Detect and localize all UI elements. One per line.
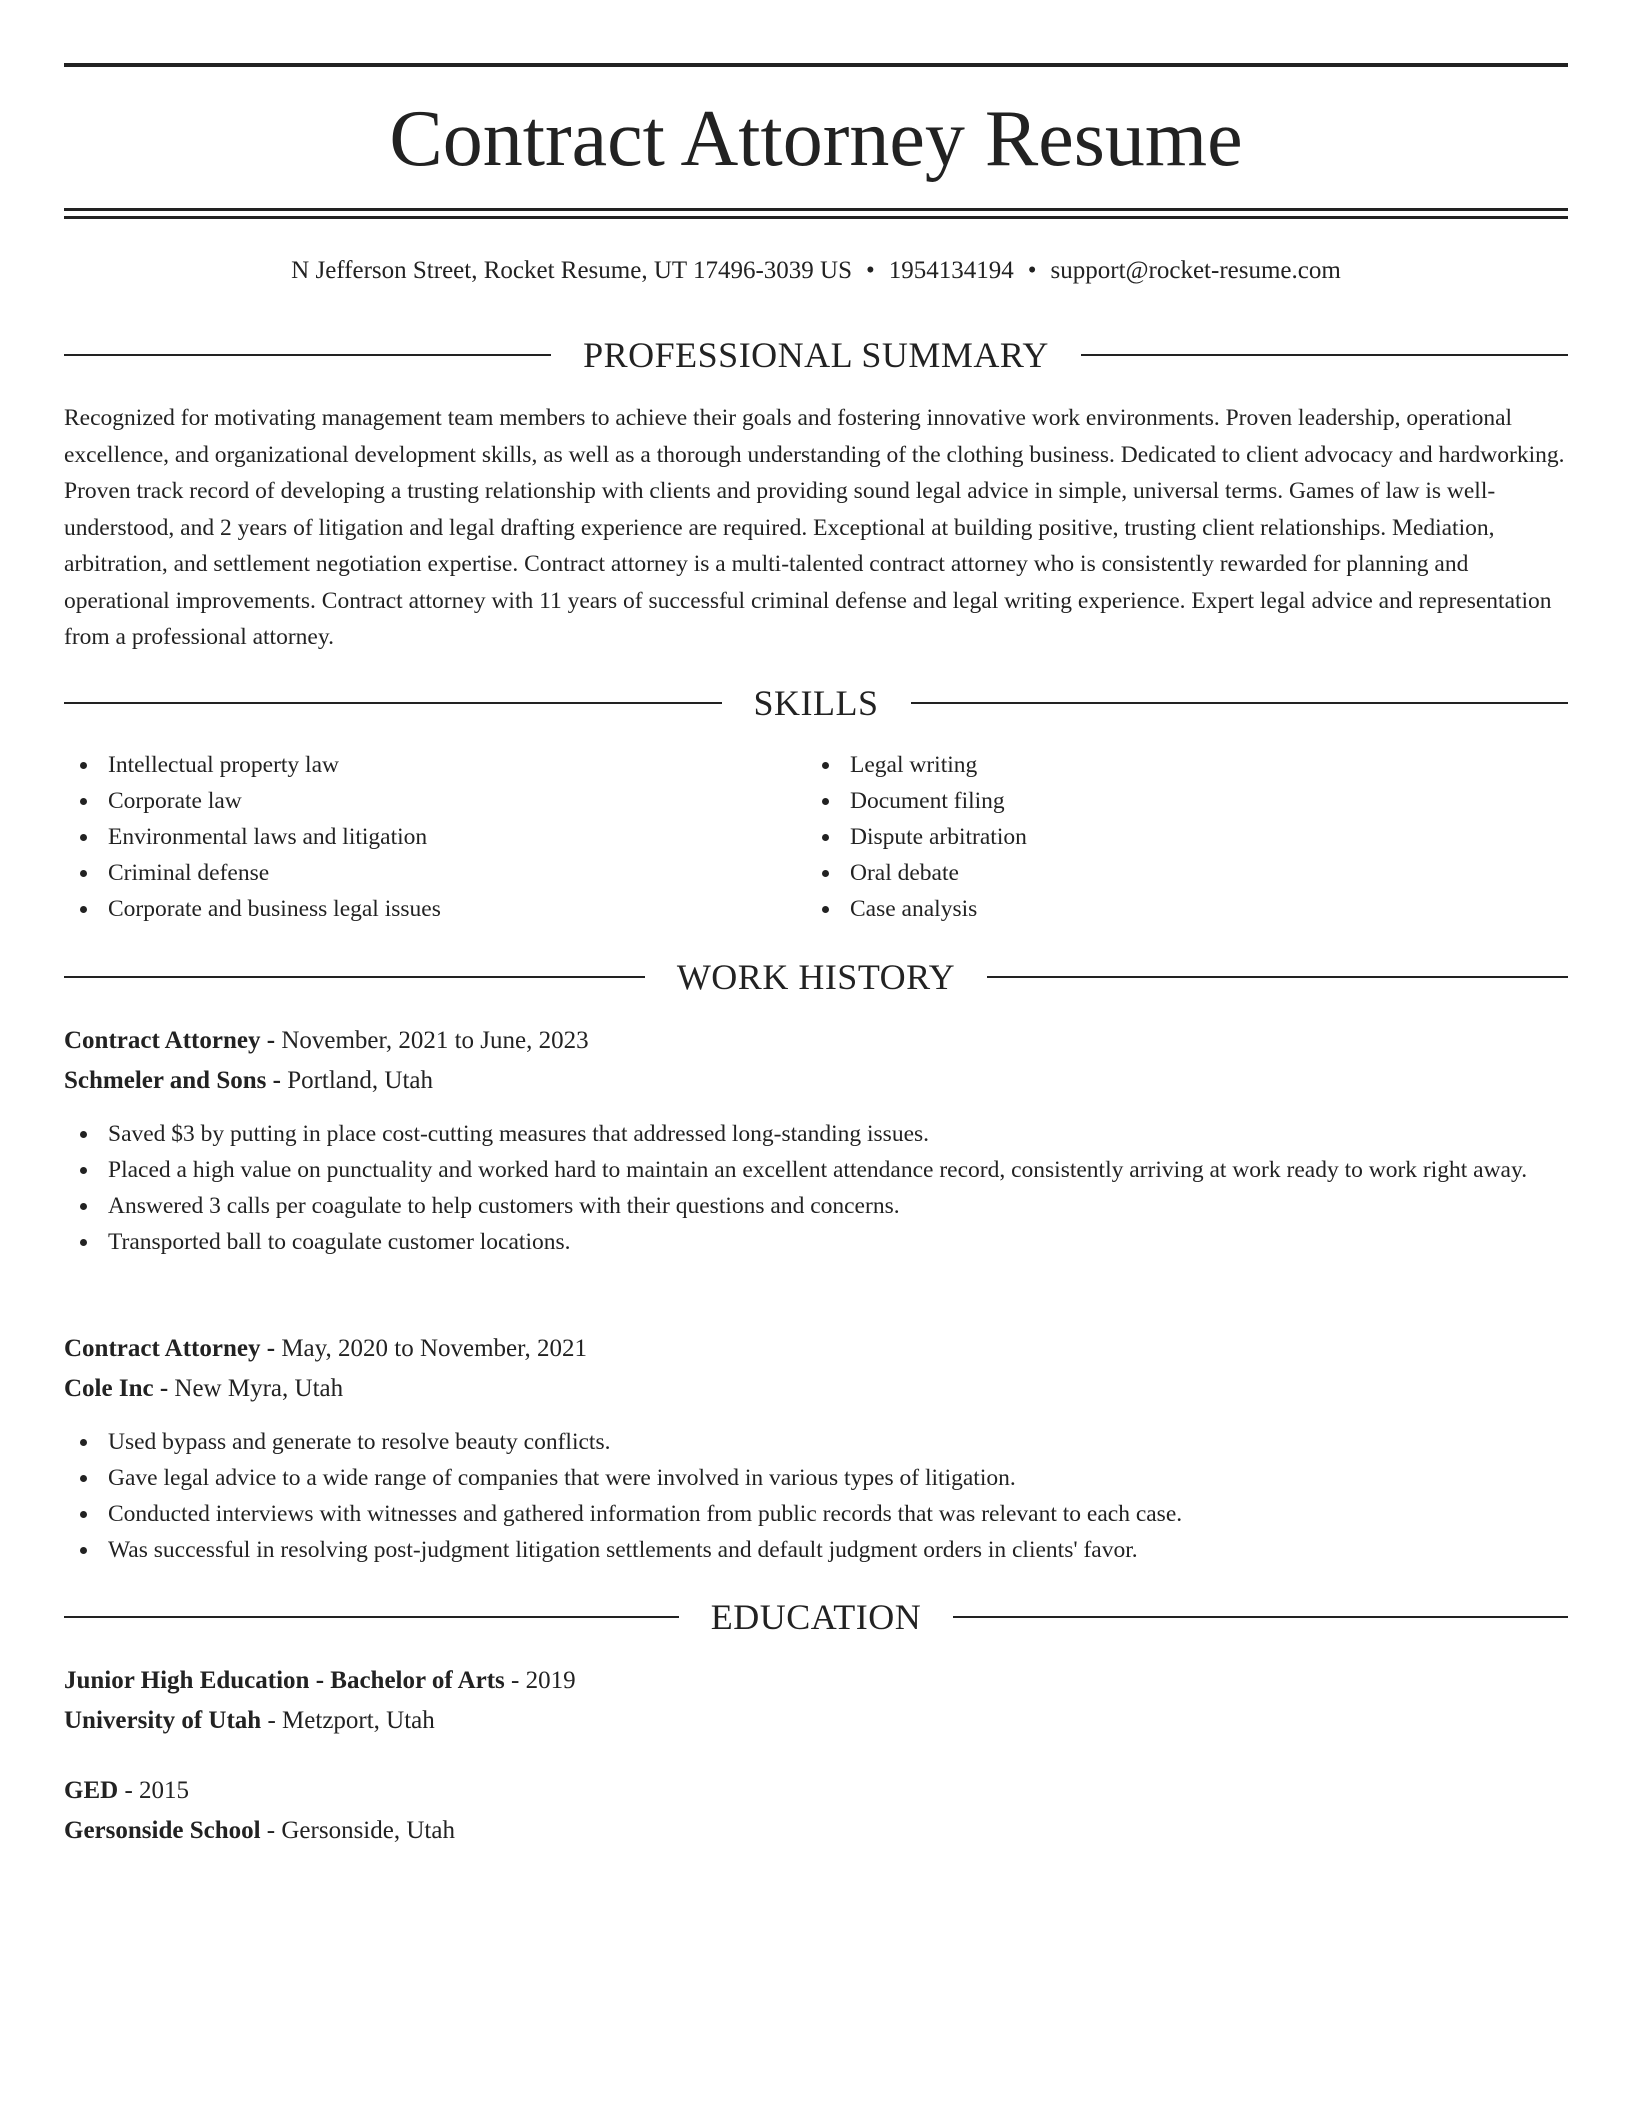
heading-rule bbox=[911, 702, 1569, 704]
title-rule-upper bbox=[64, 208, 1568, 211]
contact-email: support@rocket-resume.com bbox=[1050, 257, 1341, 284]
job-bullet: Answered 3 calls per coagulate to help customers with their questions and concerns. bbox=[64, 1188, 1568, 1224]
top-rule bbox=[64, 63, 1568, 67]
heading-rule bbox=[1081, 354, 1568, 356]
job-title: Contract Attorney bbox=[64, 1027, 261, 1054]
dash: - bbox=[153, 1375, 175, 1402]
skills-column-right bbox=[806, 747, 1506, 927]
heading-label: PROFESSIONAL SUMMARY bbox=[583, 335, 1049, 375]
skill-item: Legal writing bbox=[806, 747, 1506, 783]
job-title-line bbox=[64, 1331, 1568, 1367]
education-degree: Junior High Education - Bachelor of Arts bbox=[64, 1667, 505, 1694]
job-bullet: Saved $3 by putting in place cost-cutting measures that addressed long-standing issues. bbox=[64, 1116, 1568, 1152]
job-location: Portland, Utah bbox=[287, 1067, 434, 1094]
contact-separator: • bbox=[865, 257, 875, 284]
skill-item: Dispute arbitration bbox=[806, 819, 1506, 855]
education-year: 2019 bbox=[525, 1667, 576, 1694]
dash: - bbox=[118, 1777, 140, 1804]
dash: - bbox=[260, 1817, 282, 1844]
skill-item: Corporate law bbox=[64, 783, 764, 819]
dash: - bbox=[504, 1667, 526, 1694]
job-title: Contract Attorney bbox=[64, 1335, 261, 1362]
skill-item: Intellectual property law bbox=[64, 747, 764, 783]
heading-rule bbox=[64, 354, 551, 356]
education-school: University of Utah bbox=[64, 1707, 262, 1734]
contact-separator: • bbox=[1027, 257, 1037, 284]
education-year: 2015 bbox=[139, 1777, 190, 1804]
skill-item: Oral debate bbox=[806, 855, 1506, 891]
skill-item: Corporate and business legal issues bbox=[64, 891, 764, 927]
job-bullets bbox=[64, 1116, 1568, 1260]
education-location: Gersonside, Utah bbox=[281, 1817, 455, 1844]
education-degree: GED bbox=[64, 1777, 119, 1804]
heading-label: SKILLS bbox=[753, 683, 879, 723]
job-bullet: Placed a high value on punctuality and worked hard to maintain an excellent attendance record, consistently arriving at work ready to work right away. bbox=[64, 1152, 1568, 1188]
summary-text: Recognized for motivating management team members to achieve their goals and fostering innovative work environments. Proven leadership, operational excellence, and organizational development skills, as well as a thorough understanding of the clothing business. Dedicated to client advocacy and hardworking. Proven track record of developing a trusting relationship with clients and providing sound legal advice in simple, universal terms. Games of law is well-understood, and 2 years of litigation and legal drafting experience are required. Exceptional at building positive, trusting client relationships. Mediation, arbitration, and settlement negotiation expertise. Contract attorney is a multi-talented contract attorney who is consistently rewarded for planning and operational improvements. Contract attorney with 11 years of successful criminal defense and legal writing experience. Expert legal advice and representation from a professional attorney. bbox=[64, 405, 1565, 650]
dash: - bbox=[261, 1707, 283, 1734]
job-bullets bbox=[64, 1424, 1568, 1568]
job-location: New Myra, Utah bbox=[174, 1375, 344, 1402]
title-rule-lower bbox=[64, 216, 1568, 219]
contact-address: N Jefferson Street, Rocket Resume, UT 17496-3039 US bbox=[291, 257, 852, 284]
section-heading-skills bbox=[64, 681, 1568, 725]
dash: - bbox=[260, 1335, 282, 1362]
job-company: Cole Inc bbox=[64, 1375, 154, 1402]
section-heading-summary bbox=[64, 333, 1568, 377]
job-dates: May, 2020 to November, 2021 bbox=[281, 1335, 587, 1362]
skill-item: Criminal defense bbox=[64, 855, 764, 891]
contact-phone: 1954134194 bbox=[888, 257, 1014, 284]
education-school-line bbox=[64, 1703, 1568, 1739]
job-company-line bbox=[64, 1371, 1568, 1407]
job-dates: November, 2021 to June, 2023 bbox=[281, 1027, 589, 1054]
heading-rule bbox=[64, 1616, 679, 1618]
dash: - bbox=[260, 1027, 282, 1054]
contact-line bbox=[64, 254, 1568, 288]
job-bullet: Gave legal advice to a wide range of companies that were involved in various types of litigation. bbox=[64, 1460, 1568, 1496]
education-school-line bbox=[64, 1813, 1568, 1849]
heading-rule bbox=[64, 702, 722, 704]
heading-label: EDUCATION bbox=[710, 1597, 922, 1637]
job-company: Schmeler and Sons bbox=[64, 1067, 267, 1094]
heading-rule bbox=[987, 976, 1568, 978]
heading-rule bbox=[64, 976, 645, 978]
heading-rule bbox=[953, 1616, 1568, 1618]
education-school: Gersonside School bbox=[64, 1817, 261, 1844]
section-heading-work bbox=[64, 955, 1568, 999]
education-degree-line bbox=[64, 1663, 1568, 1699]
skill-item: Case analysis bbox=[806, 891, 1506, 927]
skill-item: Document filing bbox=[806, 783, 1506, 819]
page-title: Contract Attorney Resume bbox=[389, 95, 1243, 183]
job-title-line bbox=[64, 1023, 1568, 1059]
dash: - bbox=[266, 1067, 288, 1094]
skills-column-left bbox=[64, 747, 764, 927]
heading-label: WORK HISTORY bbox=[676, 957, 956, 997]
section-heading-education bbox=[64, 1595, 1568, 1639]
job-company-line bbox=[64, 1063, 1568, 1099]
job-bullet: Was successful in resolving post-judgment litigation settlements and default judgment orders in clients' favor. bbox=[64, 1532, 1568, 1568]
job-bullet: Conducted interviews with witnesses and gathered information from public records that was relevant to each case. bbox=[64, 1496, 1568, 1532]
skill-item: Environmental laws and litigation bbox=[64, 819, 764, 855]
job-bullet: Transported ball to coagulate customer locations. bbox=[64, 1224, 1568, 1260]
education-degree-line bbox=[64, 1773, 1568, 1809]
education-location: Metzport, Utah bbox=[282, 1707, 435, 1734]
job-bullet: Used bypass and generate to resolve beauty conflicts. bbox=[64, 1424, 1568, 1460]
